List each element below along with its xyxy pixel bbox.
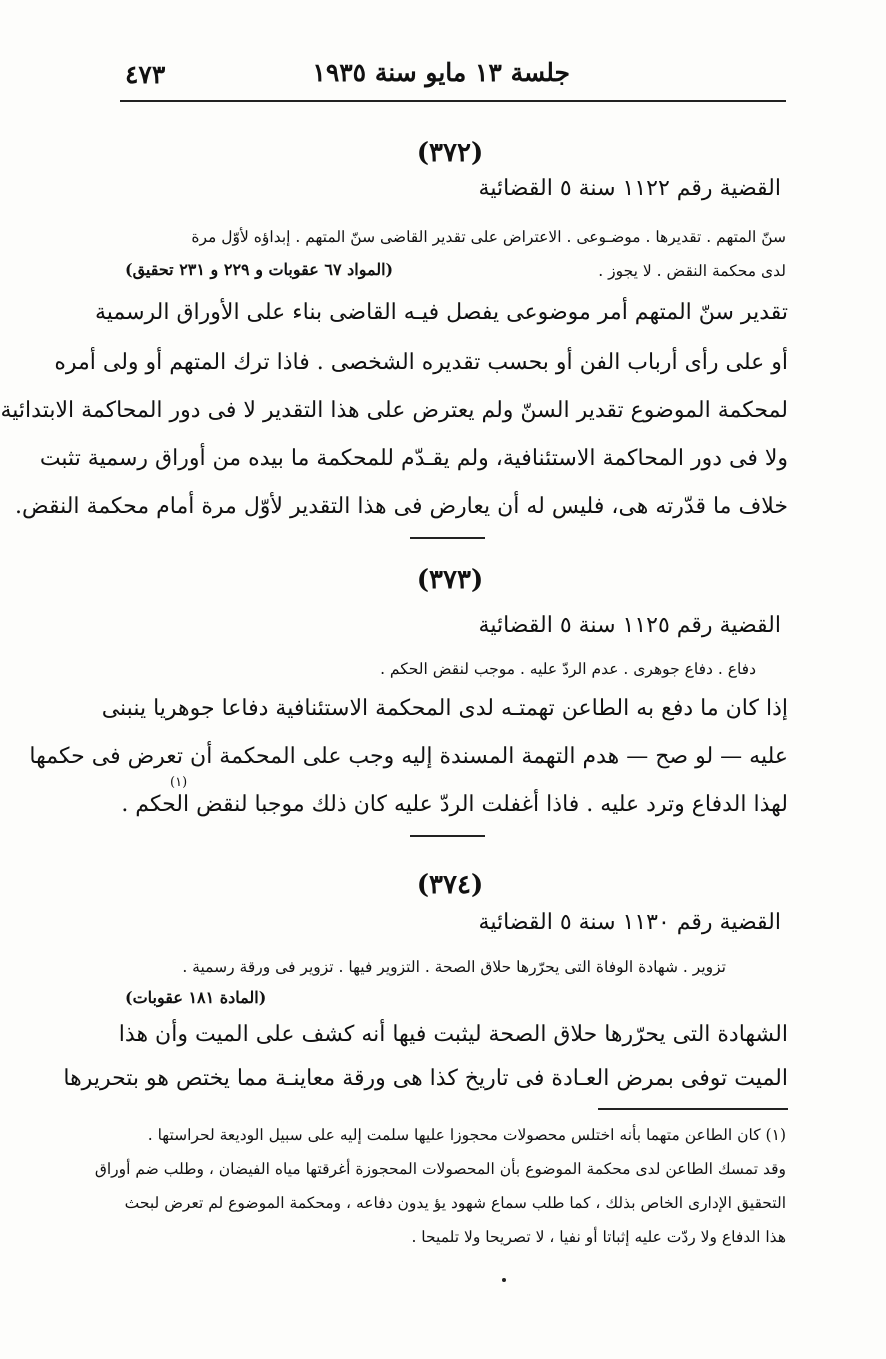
page-dot bbox=[502, 1278, 506, 1282]
case-number: (٣٧٢) bbox=[416, 138, 484, 168]
body-line: لهذا الدفاع وترد عليه . فاذا أغفلت الردّ عليه كان ذلك موجبا لنقض الحكم . bbox=[121, 792, 788, 817]
case-title: القضية رقم ١١٣٠ سنة ٥ القضائية bbox=[478, 910, 781, 935]
case-title: القضية رقم ١١٢٢ سنة ٥ القضائية bbox=[478, 176, 781, 201]
case-summary-line: تزوير . شهادة الوفاة التى يحرّرها حلاق الصحة . التزوير فيها . تزوير فى ورقة رسمية . bbox=[182, 958, 726, 976]
body-line: عليه — لو صح — هدم التهمة المسندة إليه وجب على المحكمة أن تعرض فى حكمها bbox=[29, 744, 788, 769]
body-line: أو على رأى أرباب الفن أو بحسب تقديره الشخصى . فاذا ترك المتهم أو ولى أمره bbox=[54, 350, 788, 375]
body-line: خلاف ما قدّرته هى، فليس له أن يعارض فى هذا التقدير لأوّل مرة أمام محكمة النقض. bbox=[15, 494, 788, 519]
case-title: القضية رقم ١١٢٥ سنة ٥ القضائية bbox=[478, 613, 781, 638]
running-header-title: جلسة ١٣ مايو سنة ١٩٣٥ bbox=[312, 58, 570, 87]
header-rule bbox=[120, 100, 786, 102]
case-number: (٣٧٣) bbox=[416, 565, 484, 595]
case-summary-line: لدى محكمة النقض . لا يجوز . bbox=[598, 262, 786, 280]
case-summary-line: سنّ المتهم . تقديرها . موضـوعى . الاعتراض على تقدير القاضى سنّ المتهم . إبداؤه لأوّل مرة bbox=[191, 228, 786, 246]
case-summary-line: دفاع . دفاع جوهرى . عدم الردّ عليه . موجب لنقض الحكم . bbox=[380, 660, 756, 678]
body-line: تقدير سنّ المتهم أمر موضوعى يفصل فيـه القاضى بناء على الأوراق الرسمية bbox=[94, 300, 788, 325]
body-line: الميت توفى بمرض العـادة فى تاريخ كذا هى ورقة معاينـة مما يختص هو بتحريرها bbox=[63, 1066, 788, 1091]
body-line: لمحكمة الموضوع تقدير السنّ ولم يعترض على هذا التقدير لا فى دور المحاكمة الابتدائية bbox=[0, 398, 788, 423]
footnote-rule bbox=[598, 1108, 788, 1110]
section-separator bbox=[410, 537, 485, 539]
statute-reference: (المواد ٦٧ عقوبات و ٢٢٩ و ٢٣١ تحقيق) bbox=[125, 260, 394, 279]
footnote-mark: (١) bbox=[170, 775, 188, 790]
statute-reference: (المادة ١٨١ عقوبات) bbox=[125, 988, 267, 1007]
footnote-line: هذا الدفاع ولا ردّت عليه إثباتا أو نفيا ، لا تصريحا ولا تلميحا . bbox=[411, 1228, 786, 1246]
body-line: الشهادة التى يحرّرها حلاق الصحة ليثبت فيها أنه كشف على الميت وأن هذا bbox=[118, 1022, 788, 1047]
section-separator bbox=[410, 835, 485, 837]
footnote-line: وقد تمسك الطاعن لدى محكمة الموضوع بأن المحصولات المحجوزة أغرقتها مياه الفيضان ، وطلب ضم أوراق bbox=[94, 1160, 786, 1178]
footnote-line: (١) كان الطاعن متهما بأنه اختلس محصولات محجوزا عليها سلمت إليه على سبيل الوديعة لحراستها . bbox=[147, 1126, 786, 1144]
body-line: ولا فى دور المحاكمة الاستئنافية، ولم يقـدّم للمحكمة ما بيده من أوراق رسمية تثبت bbox=[39, 446, 788, 471]
body-line: إذا كان ما دفع به الطاعن تهمتـه لدى المحكمة الاستئنافية دفاعا جوهريا ينبنى bbox=[101, 696, 788, 721]
case-number: (٣٧٤) bbox=[416, 870, 484, 900]
footnote-line: التحقيق الإدارى الخاص بذلك ، كما طلب سماع شهود يؤ يدون دفاعه ، ومحكمة الموضوع لم تعرض لبحث bbox=[124, 1194, 786, 1212]
page-number: ٤٧٣ bbox=[125, 60, 166, 89]
